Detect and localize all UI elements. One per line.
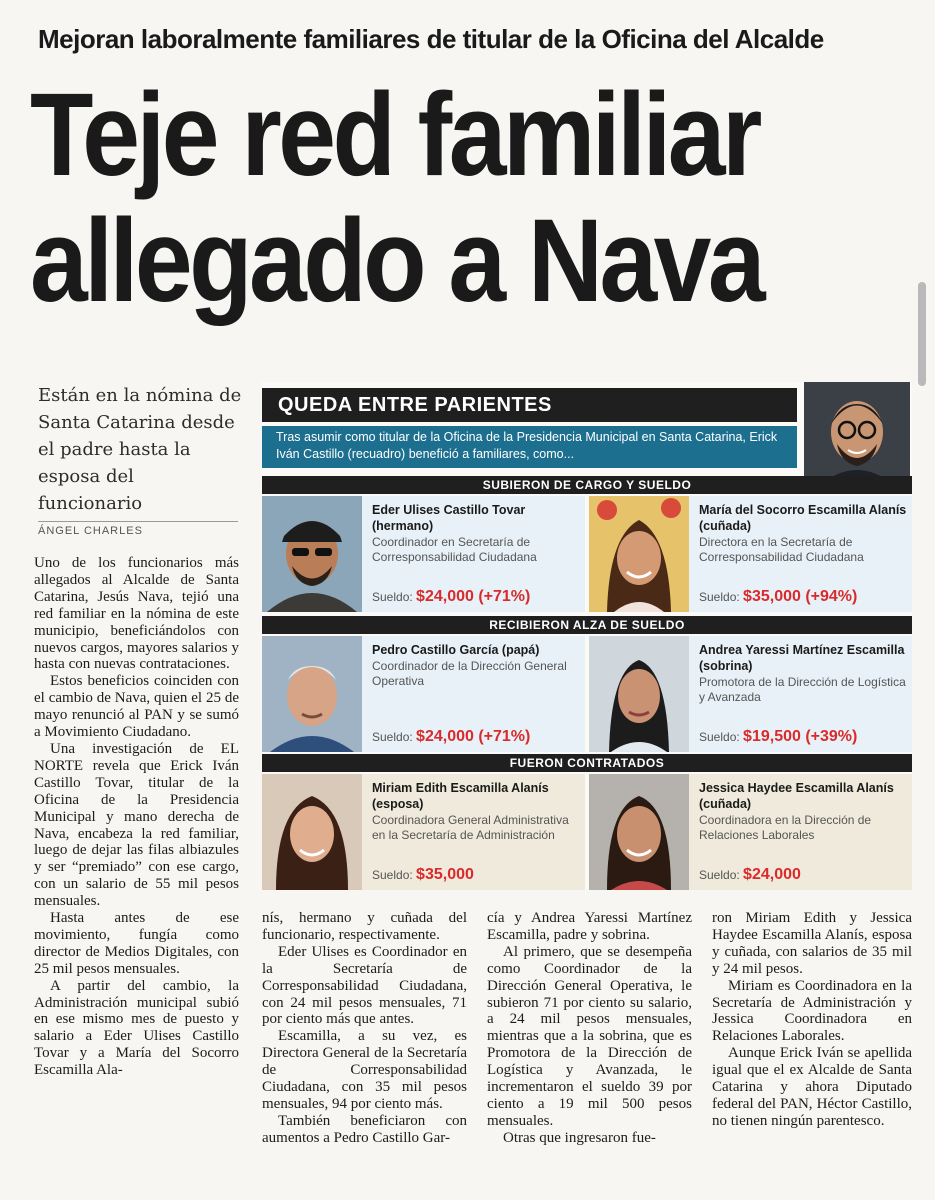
person-photo: [589, 636, 689, 752]
person-card: [589, 774, 912, 890]
photo-portrait-icon: [262, 774, 362, 890]
salary-value: $19,500 (+39%): [743, 728, 858, 745]
person-name: Eder Ulises Castillo Tovar (hermano): [372, 503, 526, 533]
person-salary: [372, 728, 530, 746]
salary-label: Sueldo:: [699, 730, 740, 744]
section-bar-1: SUBIERON DE CARGO Y SUELDO: [262, 476, 912, 494]
person-salary: [372, 866, 474, 884]
body-column-1: [34, 555, 239, 1079]
paragraph: cía y Andrea Yaressi Martínez Escamilla, padre y sobrina.: [487, 910, 692, 943]
paragraph: Hasta antes de ese movimiento, fungía como director de Medios Digitales, con 25 mil pesos mensuales.: [34, 910, 239, 977]
headline-line-2: allegado a Nava: [30, 195, 763, 327]
paragraph: nís, hermano y cuñada del funcionario, respectivamente.: [262, 910, 467, 943]
body-column-3: [487, 910, 692, 1147]
scrollbar[interactable]: [918, 282, 926, 386]
person-photo: [262, 774, 362, 890]
body-column-2: [262, 910, 467, 1147]
photo-portrait-icon: [589, 774, 689, 890]
person-role: Coordinador en Secretaría de Corresponsabilidad Ciudadana: [372, 535, 537, 564]
paragraph: Miriam es Coordinadora en la Secretaría de Administración y Jessica Coordinadora en Relaciones Laborales.: [712, 977, 912, 1045]
person-card: [262, 496, 585, 612]
photo-portrait-icon: [589, 636, 689, 752]
main-photo: [804, 382, 910, 488]
info-box: [262, 382, 912, 890]
salary-value: $24,000 (+71%): [416, 728, 531, 745]
photo-portrait-icon: [262, 496, 362, 612]
box-header: [262, 388, 797, 422]
paragraph: Otras que ingresaron fue-: [503, 1129, 656, 1146]
person-photo: [262, 496, 362, 612]
person-role: Promotora de la Dirección de Logística y Avanzada: [699, 675, 906, 704]
kicker: Mejoran laboralmente familiares de titular de la Oficina del Alcalde: [38, 24, 824, 54]
salary-label: Sueldo:: [372, 730, 413, 744]
salary-value: $24,000 (+71%): [416, 588, 531, 605]
paragraph: Escamilla, a su vez, es Directora General de la Secretaría de Corresponsabilidad Ciudadana, con 35 mil pesos mensuales, 94 por ciento más.: [262, 1028, 467, 1112]
salary-label: Sueldo:: [699, 590, 740, 604]
body-column-4: [712, 910, 912, 1130]
paragraph: ron Miriam Edith y Jessica Haydee Escamilla Alanís, esposa y cuñada, con salarios de 35 mil y 24 mil pesos.: [712, 910, 912, 977]
person-name: Jessica Haydee Escamilla Alanís (cuñada): [699, 781, 894, 811]
person-role: Coordinadora General Administrativa en la Secretaría de Administración: [372, 813, 569, 842]
paragraph: También beneficiaron con aumentos a Pedro Castillo Gar-: [262, 1112, 467, 1146]
portrait-icon: [804, 382, 910, 488]
person-name: Miriam Edith Escamilla Alanís (esposa): [372, 781, 549, 811]
salary-label: Sueldo:: [372, 868, 413, 882]
person-name: Andrea Yaressi Martínez Escamilla (sobrina): [699, 643, 905, 673]
paragraph: Una investigación de EL NORTE revela que Erick Iván Castillo Tovar, titular de la Oficina de la Presidencia Municipal y mano derecha de Nava, encabeza la red familiar, luego de dejar las filas albiazules y ser “premiado” con ese cargo, con un salario de 55 mil pesos mensuales.: [34, 740, 239, 910]
person-card: [589, 636, 912, 752]
person-role: Directora en la Secretaría de Corresponsabilidad Ciudadana: [699, 535, 864, 564]
person-card: [262, 774, 585, 890]
salary-value: $24,000: [743, 866, 801, 883]
salary-value: $35,000 (+94%): [743, 588, 858, 605]
person-photo: [589, 774, 689, 890]
person-photo: [589, 496, 689, 612]
person-card: [589, 496, 912, 612]
headline-line-1: Teje red familiar: [30, 69, 759, 201]
paragraph: Aunque Erick Iván se apellida igual que el ex Alcalde de Santa Catarina y ahora Diputado federal del PAN, Héctor Castillo, no tienen ningún parentesco.: [712, 1045, 912, 1129]
salary-value: $35,000: [416, 866, 474, 883]
section-bar-2: RECIBIERON ALZA DE SUELDO: [262, 616, 912, 634]
person-salary: [699, 728, 857, 746]
paragraph: Al primero, que se desempeña como Coordinador de la Dirección General Operativa, le subieron 71 por ciento su salario, a 24 mil pesos mensuales, mientras que a la sobrina, que es Promotora de la Dirección de Logística y Avanzada, le incrementaron el sueldo 39 por ciento a 19 mil 500 pesos mensuales.: [487, 943, 692, 1129]
person-name: María del Socorro Escamilla Alanís (cuñada): [699, 503, 907, 533]
person-salary: [699, 866, 801, 884]
person-role: Coordinador de la Dirección General Operativa: [372, 659, 567, 688]
deck: Están en la nómina de Santa Catarina desde el padre hasta la esposa del funcionario: [38, 385, 242, 514]
headline: [30, 69, 804, 327]
person-salary: [699, 588, 857, 606]
box-intro: Tras asumir como titular de la Oficina de la Presidencia Municipal en Santa Catarina, Erick Iván Castillo (recuadro) benefició a familiares, como...: [262, 426, 797, 468]
salary-label: Sueldo:: [699, 868, 740, 882]
person-role: Coordinadora en la Dirección de Relaciones Laborales: [699, 813, 872, 842]
person-photo: [262, 636, 362, 752]
box-title: QUEDA ENTRE PARIENTES: [278, 394, 552, 416]
paragraph: Uno de los funcionarios más allegados al Alcalde de Santa Catarina, Jesús Nava, tejió una red familiar en la nómina de este municipio, beneficiándolos con nuevos cargos, mayores salarios y hasta con nuevas contrataciones.: [34, 555, 239, 673]
paragraph: Eder Ulises es Coordinador en la Secretaría de Corresponsabilidad Ciudadana, con 24 mil pesos mensuales, 71 por ciento más que antes.: [262, 943, 467, 1028]
byline: ÁNGEL CHARLES: [38, 521, 238, 537]
section-bar-3: FUERON CONTRATADOS: [262, 754, 912, 772]
photo-portrait-icon: [589, 496, 689, 612]
person-salary: [372, 588, 530, 606]
paragraph: Estos beneficios coinciden con el cambio de Nava, quien el 25 de mayo renunció al PAN y se sumó a Movimiento Ciudadano.: [34, 673, 239, 741]
photo-portrait-icon: [262, 636, 362, 752]
salary-label: Sueldo:: [372, 590, 413, 604]
person-name: Pedro Castillo García (papá): [372, 643, 540, 657]
person-card: [262, 636, 585, 752]
paragraph: A partir del cambio, la Administración municipal subió en ese mismo mes de puesto y salario a Eder Ulises Castillo Tovar y a María del Socorro Escamilla Ala-: [34, 977, 239, 1079]
